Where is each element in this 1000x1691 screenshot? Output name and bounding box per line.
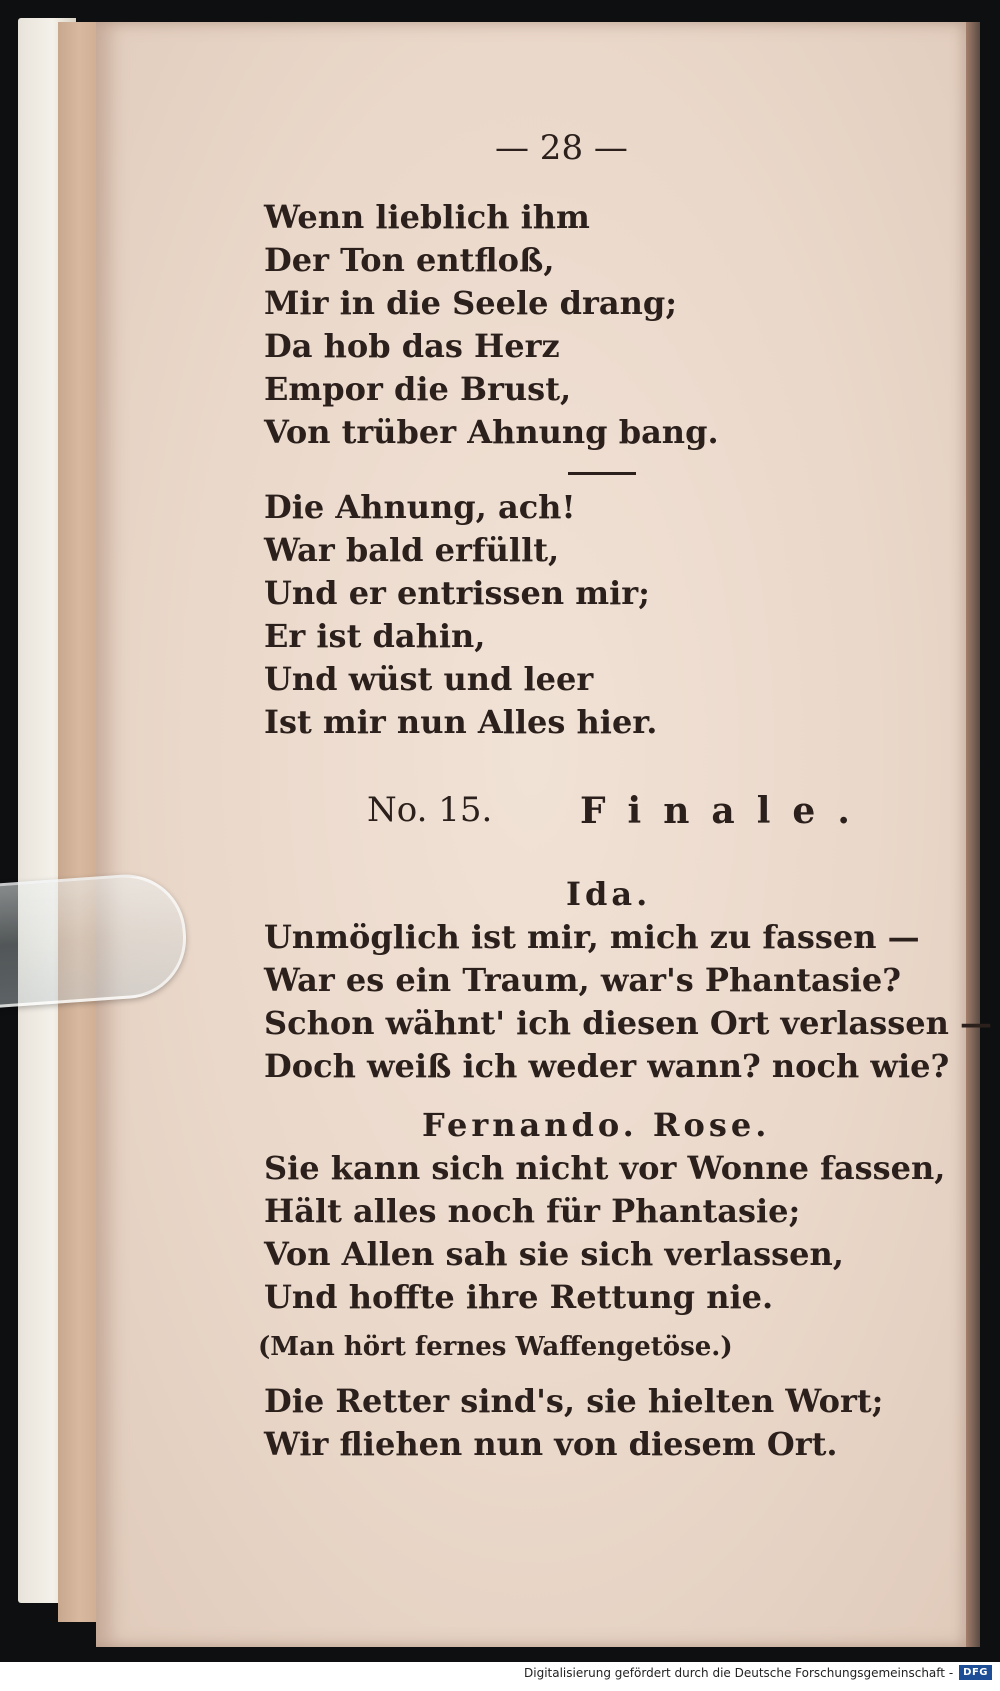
stanza-divider xyxy=(568,472,636,475)
verse-line: Und er entrissen mir; xyxy=(264,574,650,612)
verse-line: Wir fliehen nun von diesem Ort. xyxy=(264,1425,838,1463)
stage-direction: (Man hört fernes Waffengetöse.) xyxy=(258,1332,733,1362)
verse-line: Mir in die Seele drang; xyxy=(264,284,678,322)
verse-line: Und wüst und leer xyxy=(264,660,594,698)
section-number: No. 15. xyxy=(367,790,493,830)
verse-line: Wenn lieblich ihm xyxy=(264,198,590,236)
verse-line: Die Ahnung, ach! xyxy=(264,488,576,526)
page-number: — 28 — xyxy=(495,128,628,168)
digitization-credit xyxy=(524,1665,992,1680)
dfg-logo: DFG xyxy=(959,1665,992,1680)
verse-line: Doch weiß ich weder wann? noch wie? xyxy=(264,1047,950,1085)
verse-line: Empor die Brust, xyxy=(264,370,572,408)
verse-line: Er ist dahin, xyxy=(264,617,486,655)
verse-line: Schon wähnt' ich diesen Ort verlassen — xyxy=(264,1004,993,1042)
speaker-ida: Ida. xyxy=(566,875,652,913)
credit-text: Digitalisierung gefördert durch die Deutsche Forschungsgemeinschaft - xyxy=(524,1665,954,1680)
verse-line: Von Allen sah sie sich verlassen, xyxy=(264,1235,844,1273)
verse-line: Unmöglich ist mir, mich zu fassen — xyxy=(264,918,920,956)
verse-line: Und hoffte ihre Rettung nie. xyxy=(264,1278,774,1316)
verse-line: Da hob das Herz xyxy=(264,327,560,365)
verse-line: Der Ton entfloß, xyxy=(264,241,555,279)
bleed-through-mark xyxy=(876,352,936,422)
section-title: Finale. xyxy=(580,790,872,832)
verse-line: Hält alles noch für Phantasie; xyxy=(264,1192,801,1230)
verse-line: Die Retter sind's, sie hielten Wort; xyxy=(264,1382,884,1420)
spine-shadow xyxy=(966,22,980,1647)
verse-line: War bald erfüllt, xyxy=(264,531,560,569)
speaker-fernando-rose: Fernando. Rose. xyxy=(422,1106,771,1144)
verse-line: Sie kann sich nicht vor Wonne fassen, xyxy=(264,1149,946,1187)
verse-line: Ist mir nun Alles hier. xyxy=(264,703,658,741)
verse-line: War es ein Traum, war's Phantasie? xyxy=(264,961,902,999)
verse-line: Von trüber Ahnung bang. xyxy=(264,413,719,451)
